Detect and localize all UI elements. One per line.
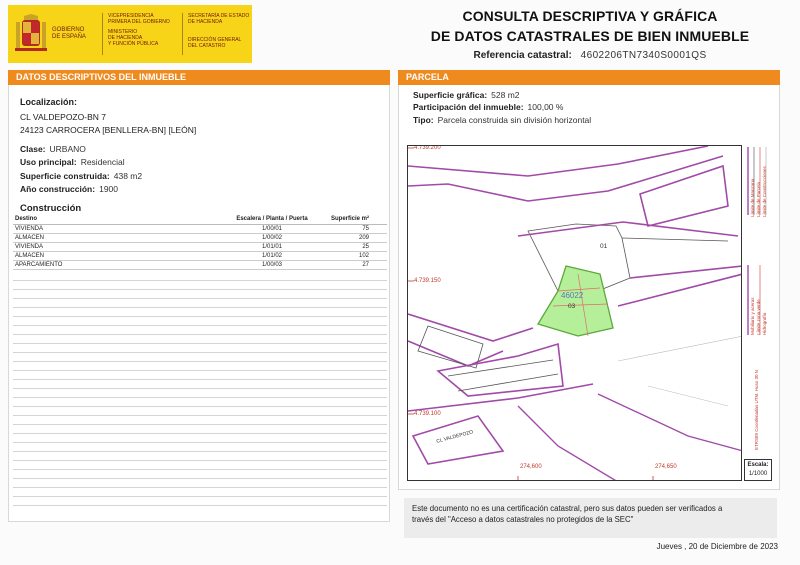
neighbor-parcel-label: 01 bbox=[600, 243, 608, 250]
address-line-1: CL VALDEPOZO-BN 7 bbox=[20, 112, 106, 122]
ministry-line-4: MINISTERIO bbox=[108, 29, 138, 35]
cadastral-reference bbox=[400, 50, 780, 61]
title-line-1: CONSULTA DESCRIPTIVA Y GRÁFICA bbox=[462, 8, 718, 24]
type-field: Tipo: Parcela construida sin división horizontal bbox=[413, 115, 592, 125]
col-escalera: Escalera / Planta / Puerta bbox=[217, 215, 327, 224]
legend-item-2: Límite de Parcela bbox=[756, 181, 761, 217]
legend-item-1: Límite de Manzana bbox=[750, 178, 755, 217]
col-superficie: Superficie m² bbox=[327, 215, 387, 224]
notice-line-2[interactable]: través del "Acceso a datos catastrales no protegidos de la SEC" bbox=[412, 515, 634, 524]
parcel-bar: PARCELA bbox=[398, 70, 780, 85]
table-row: VIVIENDA 1/00/01 75 bbox=[13, 224, 387, 233]
coord-y-2: 4.739.150 bbox=[414, 278, 441, 284]
secretariat-line-6: DEL CATASTRO bbox=[188, 43, 226, 49]
ministry-line-5: DE HACIENDA bbox=[108, 35, 143, 41]
street-label: CL VALDEPOZO bbox=[435, 429, 474, 445]
coord-y-3: 4.739.100 bbox=[414, 411, 441, 417]
location-label: Localización: bbox=[20, 97, 78, 107]
table-row: ALMACEN 1/00/02 209 bbox=[13, 233, 387, 242]
descriptive-data-panel bbox=[8, 85, 390, 522]
coord-x-1: 274,600 bbox=[520, 464, 542, 470]
parcel-id: 46022 bbox=[561, 291, 584, 300]
address-line-2: 24123 CARROCERA [BENLLERA-BN] [LEÓN] bbox=[20, 125, 197, 135]
government-header bbox=[8, 5, 252, 63]
scale-box bbox=[744, 459, 772, 481]
scale-value: 1/1000 bbox=[748, 471, 768, 477]
document-title bbox=[400, 6, 780, 61]
coord-x-2: 274,650 bbox=[655, 464, 677, 470]
reference-label: Referencia catastral: bbox=[473, 50, 572, 61]
highlighted-parcel bbox=[538, 266, 613, 336]
participation-field: Participación del inmueble: 100,00 % bbox=[413, 102, 564, 112]
graphic-area-field: Superficie gráfica: 528 m2 bbox=[413, 90, 520, 100]
document-date: Jueves , 20 de Diciembre de 2023 bbox=[656, 542, 778, 551]
ministry-line-2: PRIMERA DEL GOBIERNO bbox=[108, 19, 170, 25]
descriptive-data-bar: DATOS DESCRIPTIVOS DEL INMUEBLE bbox=[8, 70, 390, 85]
table-row: ALMACEN 1/01/02 102 bbox=[13, 251, 387, 260]
built-area-field: Superficie construida: 438 m2 bbox=[20, 171, 143, 181]
class-field: Clase: URBANO bbox=[20, 144, 86, 154]
table-row: APARCAMIENTO 1/00/03 27 bbox=[13, 260, 387, 269]
notice-line-1: Este documento no es una certificación catastral, pero sus datos pueden ser verificados a bbox=[412, 504, 723, 513]
main-use-field: Uso principal: Residencial bbox=[20, 157, 125, 167]
government-line-1: GOBIERNO bbox=[52, 27, 85, 33]
secretariat-line-2: DE HACIENDA bbox=[188, 19, 223, 25]
construction-title: Construcción bbox=[20, 203, 82, 214]
legend-item-4: Mobiliario y aceras bbox=[750, 297, 755, 335]
crs-note: ETRS89 Coordenadas UTM. Huso 30 N bbox=[754, 369, 759, 450]
ministry-line-6: Y FUNCIÓN PÚBLICA bbox=[108, 41, 159, 47]
col-destino: Destino bbox=[13, 215, 217, 224]
secretariat-line-1: SECRETARÍA DE ESTADO bbox=[188, 13, 250, 19]
legend-item-3: Límite de Construcciones bbox=[762, 166, 767, 217]
parcel-subid: 03 bbox=[568, 303, 576, 310]
title-line-2: DE DATOS CATASTRALES DE BIEN INMUEBLE bbox=[430, 28, 750, 44]
map-legend bbox=[744, 145, 772, 460]
construction-year-field: Año construcción: 1900 bbox=[20, 184, 119, 194]
government-line-2: DE ESPAÑA bbox=[52, 34, 86, 40]
empty-table-rows bbox=[13, 272, 387, 512]
table-row: VIVIENDA 1/01/01 25 bbox=[13, 242, 387, 251]
secretariat-line-5: DIRECCIÓN GENERAL bbox=[188, 37, 242, 43]
legend-item-6: Hidrografía bbox=[762, 312, 767, 335]
construction-table bbox=[13, 215, 387, 270]
map-drawing bbox=[408, 146, 742, 481]
reference-value: 4602206TN7340S0001QS bbox=[580, 50, 707, 61]
cadastral-map[interactable] bbox=[407, 145, 742, 481]
spain-coat-of-arms-icon bbox=[14, 14, 48, 54]
legend-item-5: Límite zona verde bbox=[756, 299, 761, 335]
scale-label: Escala: bbox=[747, 462, 769, 468]
ministry-line-1: VICEPRESIDENCIA bbox=[108, 13, 154, 19]
disclaimer-notice bbox=[404, 498, 777, 538]
coord-y-1: 4.739.200 bbox=[414, 145, 441, 151]
